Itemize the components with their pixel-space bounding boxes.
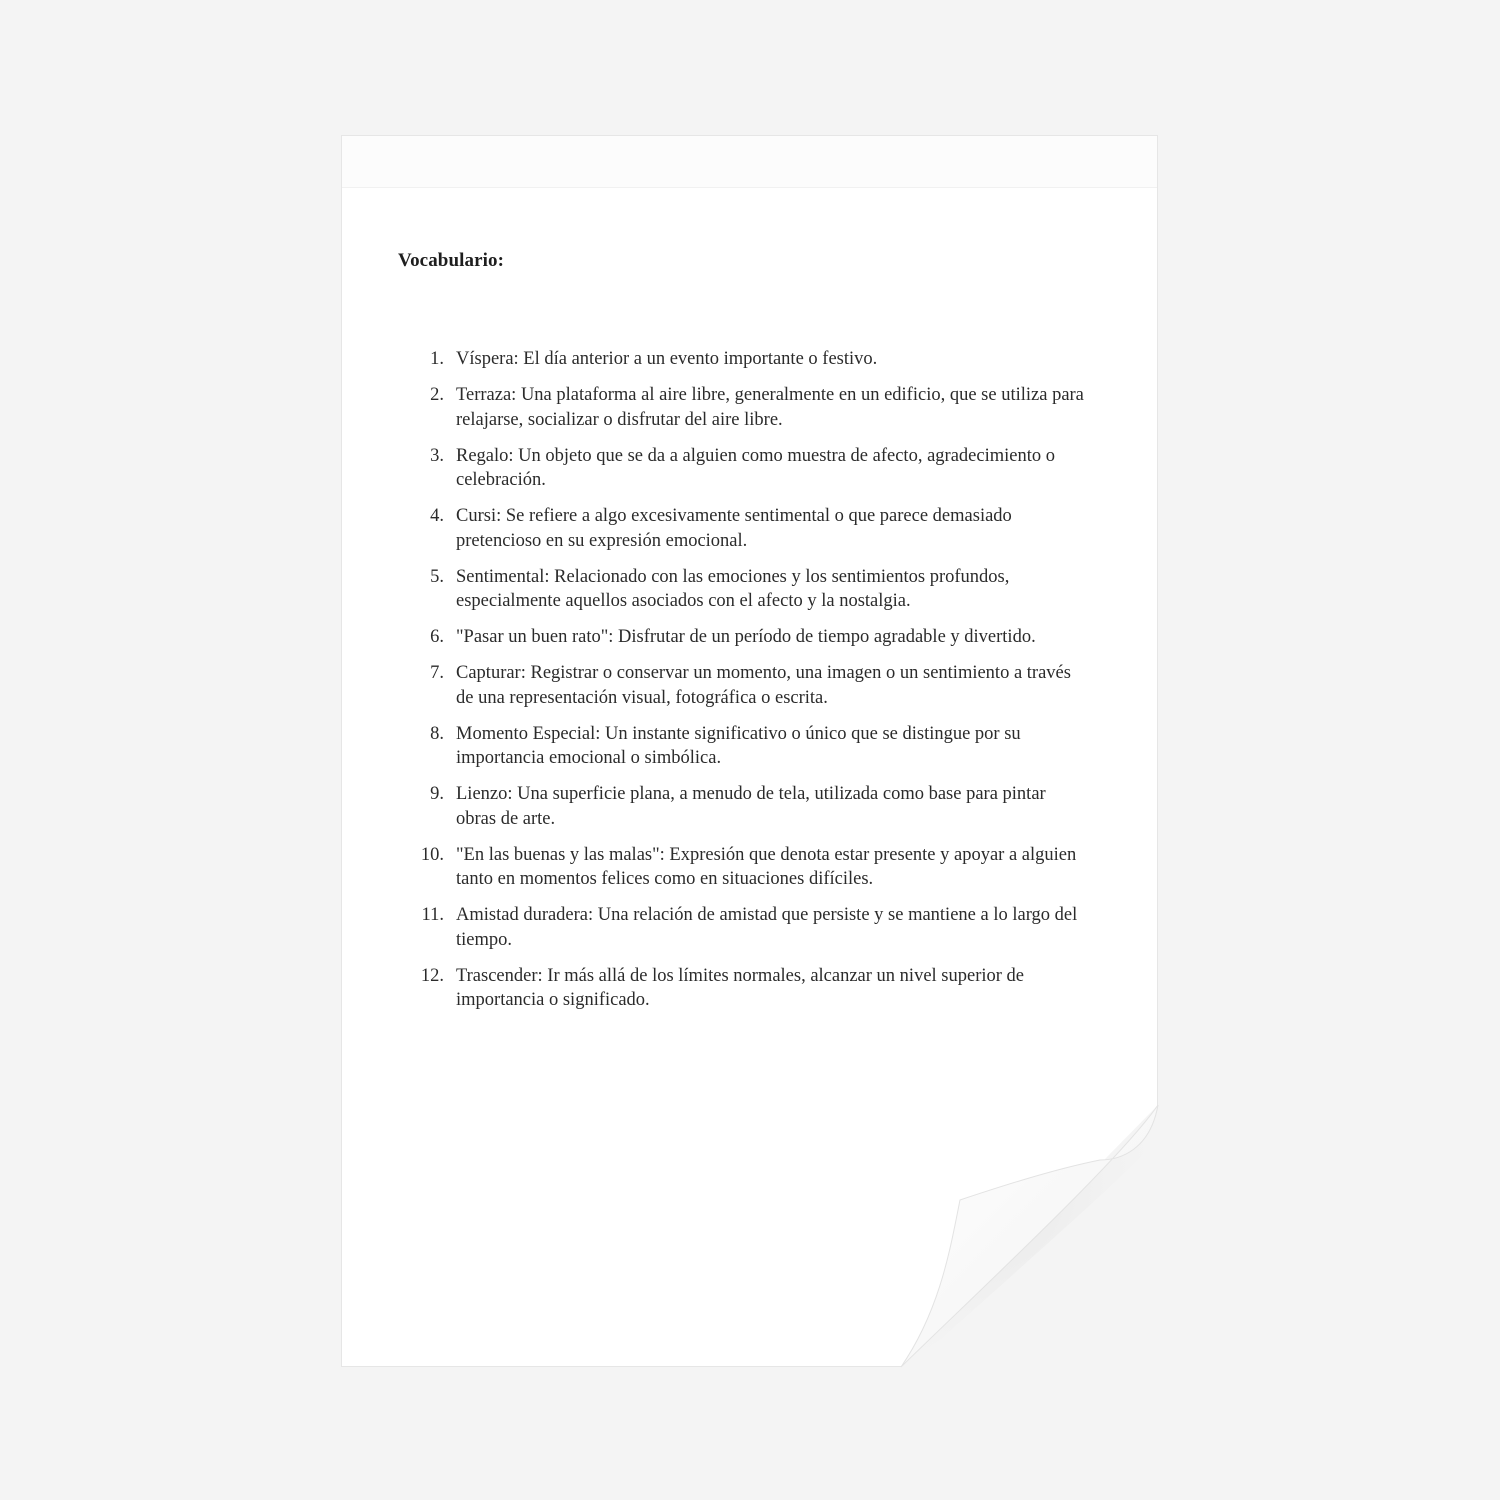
list-item-text: Capturar: Registrar o conservar un momento, una imagen o un sentimiento a través de una representación visual, fotográfica o escrita. [456, 663, 1071, 708]
vocabulary-list [398, 347, 1088, 1024]
list-item [398, 903, 1088, 952]
list-item [398, 347, 1088, 372]
list-item [398, 661, 1088, 710]
list-item-text: Amistad duradera: Una relación de amistad que persiste y se mantiene a lo largo del tiempo. [456, 905, 1078, 950]
list-item [398, 444, 1088, 493]
list-item [398, 722, 1088, 771]
list-item [398, 964, 1088, 1013]
list-item-text: Regalo: Un objeto que se da a alguien como muestra de afecto, agradecimiento o celebración. [456, 445, 1055, 490]
list-item-number: 8. [430, 723, 444, 744]
list-item-text: "En las buenas y las malas": Expresión que denota estar presente y apoyar a alguien tanto en momentos felices como en situaciones difíciles. [456, 844, 1077, 889]
page-header-band [342, 136, 1157, 188]
list-item [398, 843, 1088, 892]
list-item-text: Lienzo: Una superficie plana, a menudo de tela, utilizada como base para pintar obras de arte. [456, 784, 1046, 829]
list-item-number: 12. [420, 965, 444, 986]
list-item-text: Cursi: Se refiere a algo excesivamente sentimental o que parece demasiado pretencioso en su expresión emocional. [456, 506, 1012, 551]
list-item-text: Sentimental: Relacionado con las emociones y los sentimientos profundos, especialmente aquellos asociados con el afecto y la nostalgia. [456, 566, 1010, 611]
list-item [398, 625, 1088, 650]
list-item-number: 2. [430, 385, 444, 405]
list-item-number: 5. [430, 566, 444, 587]
list-item-text: "Pasar un buen rato": Disfrutar de un período de tiempo agradable y divertido. [456, 627, 1036, 647]
list-item-text: Trascender: Ir más allá de los límites normales, alcanzar un nivel superior de importancia o significado. [456, 965, 1025, 1010]
list-item [398, 782, 1088, 831]
list-item-number: 1. [430, 349, 444, 369]
vocabulary-heading: Vocabulario: [398, 250, 505, 271]
list-item-number: 11. [421, 905, 444, 925]
list-item-number: 9. [430, 784, 444, 804]
list-item-text: Momento Especial: Un instante significativo o único que se distingue por su importancia emocional o simbólica. [456, 723, 1021, 768]
list-item-text: Terraza: Una plataforma al aire libre, generalmente en un edificio, que se utiliza para relajarse, socializar o disfrutar del aire libre. [456, 385, 1084, 430]
list-item-number: 4. [430, 506, 444, 526]
list-item-number: 3. [430, 445, 444, 466]
list-item [398, 565, 1088, 614]
list-item [398, 504, 1088, 553]
list-item-number: 10. [420, 844, 444, 865]
list-item-text: Víspera: El día anterior a un evento importante o festivo. [456, 349, 878, 369]
list-item-number: 6. [430, 627, 444, 647]
list-item [398, 383, 1088, 432]
list-item-number: 7. [430, 663, 444, 683]
